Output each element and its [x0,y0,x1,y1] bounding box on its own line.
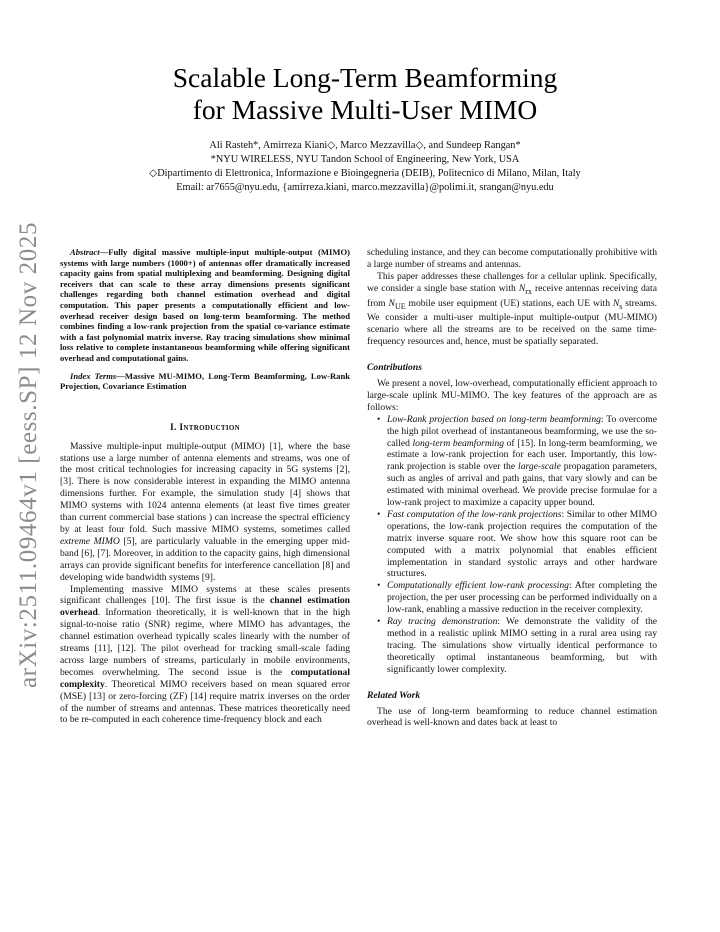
subsection-heading-related-work: Related Work [367,689,421,701]
abstract [60,247,350,364]
list-item [379,580,657,616]
list-item-text: : After completing the projection, the per user processing can be performed individually on a low-rank, enabling a massive reduction in the receiver complexity. [387,580,657,616]
section-heading-introduction: I. Introduction [169,421,241,433]
contributions-list [379,414,657,676]
arxiv-identifier-stamp[interactable] [8,221,50,689]
intro-p2-text-c: . Theoretical MIMO receivers based on mean squared error (MSE) [13] or zero-forcing (ZF) [14] require matrix inverses on the order of the number of streams and antennas. These matrices theoretically need to be re-computed in each coherence time-frequency block and each [60,678,350,726]
intro-paragraph-1 [60,441,350,584]
right-p1-text-b: receive antennas receiving data from [367,282,657,309]
list-item-em: large-scale [518,461,561,473]
list-item-text: : Similar to other MIMO operations, the low-rank projection requires the computation of the matrix inverse square root. We show how this square root can be computed with a matrix polynomial that enables efficient implementation in standard systolic arrays and other hardware structures. [387,508,657,580]
intro-p1-em: extreme MIMO [60,535,120,547]
right-column [367,247,657,729]
intro-p1-text-b: [5], are particularly valuable in the emerging upper mid-band [6], [7]. Moreover, in addition to the capacity gains, high dimensional arrays can provide significant benefits for interference cancellation [8] and developing wide bandwidth systems [9]. [60,535,350,583]
index-terms [60,371,350,392]
right-paragraph-1 [367,271,657,348]
contributions-intro: We present a novel, low-overhead, computationally efficient approach to large-scale uplink MU-MIMO. The key features of the approach are as follows: [367,377,657,413]
intro-p2-strong-2: computational complexity [60,666,350,690]
list-item [379,616,657,676]
right-p1-text-d: streams. We consider a multi-user multiple-input multiple-output (MU-MIMO) scenario where all the streams are to be received on the same time-frequency resources and, hence, must be spatially separated. [367,297,657,348]
list-item [379,414,657,509]
list-item-em: long-term beamforming [412,437,505,449]
list-item-lead: Computationally efficient low-rank processing [387,580,569,592]
intro-paragraph-2 [60,584,350,727]
title-block [70,62,660,195]
left-column [60,247,350,726]
index-terms-lead: Index Terms [70,370,117,381]
author-list: Ali Rasteh*, Amirreza Kiani◇, Marco Mezzavilla◇, and Sundeep Rangan* [209,140,521,151]
abstract-lead: Abstract [70,247,100,257]
title-line-2: for Massive Multi-User MIMO [192,94,538,125]
right-paragraph-0: scheduling instance, and they can become computationally prohibitive with a large number of streams and antennas. [367,247,657,270]
list-item-lead: Low-Rank projection based on long-term beamforming [387,413,601,425]
index-terms-text: —Massive MU-MIMO, Long-Term Beamforming, Low-Rank Projection, Covariance Estimation [60,370,351,392]
list-item [379,509,657,580]
title-line-1: Scalable Long-Term Beamforming [172,62,558,93]
right-p1-text-c: mobile user equipment (UE) stations, each UE with [405,297,613,309]
list-item-text: of [15]. In long-term beamforming, we estimate a low-rank projection for each user. Importantly, this low-rank projection is stable over the [387,437,657,473]
list-item-lead: Fast computation of the low-rank projections [387,508,562,520]
affiliation-nyu: *NYU WIRELESS, NYU Tandon School of Engineering, New York, USA [210,154,520,165]
symbol-n: N [518,282,526,294]
intro-p1-text-a: Massive multiple-input multiple-output (MIMO) [1], where the base stations use a large number of antenna elements and streams, was one of the most critical technologies for increasing capacity in 5G systems [2], [3]. There is now considerable interest in expanding the MIMO antenna dimensions further. For example, the simulation study [4] shows that MIMO systems with 1024 antenna elements (at least five times greater than current commercial base stations ) can increase the spectral efficiency by at least four fold. Such massive MIMO systems, sometimes called [60,440,350,535]
intro-p2-strong-1: channel estimation overhead [60,595,350,619]
email-line[interactable]: Email: ar7655@nyu.edu, {amirreza.kiani, marco.mezzavilla}@polimi.it, srangan@nyu.edu [176,182,554,193]
list-item-lead: Ray tracing demonstration [387,616,498,628]
symbol-subscript: UE [394,301,406,311]
intro-p2-text-a: Implementing massive MIMO systems at these scales presents significant challenges [10]. The first issue is the [60,583,350,607]
arxiv-identifier-text: arXiv:2511.09464v1 [eess.SP] 12 Nov 2025 [15,221,43,689]
affiliation-polimi: ◇Dipartimento di Elettronica, Informazione e Bioingegneria (DEIB), Politecnico di Milano, Milan, Italy [149,168,581,179]
subsection-heading-contributions: Contributions [367,362,422,374]
list-item-text: propagation parameters, such as angles of arrival and path gains, that vary slowly and can be estimated with minimal overhead. We provide precise formulae for a low-rank project to maximize a capacity upper bound. [387,461,657,509]
symbol-n: N [612,297,620,309]
right-p1-text-a: This paper addresses these challenges for a cellular uplink. Specifically, we consider a single base station with [367,270,657,294]
abstract-text: —Fully digital massive multiple-input multiple-output (MIMO) systems with large numbers (1000+) of antennas offer dramatically increased capacity gains from spatial multiplexing and beamforming. Designing digital receivers that can scale to these array dimensions presents significant challenges regarding both channel estimation overhead and digital computation. This paper presents a computationally efficient and low-overhead receiver design based on long-term beamforming. The method combines finding a low-rank projection from the spatial co-variance estimate with a fast polynomial matrix inverse. Ray tracing simulations show minimal loss relative to complete instantaneous beamforming while offering significant overhead and computational gains. [60,247,350,363]
symbol-n: N [388,297,395,309]
paper-title [70,62,660,126]
symbol-subscript: s [619,301,623,311]
list-item-text: : To overcome the high pilot overhead of instantaneous beamforming, we use the so-called [387,413,657,449]
intro-p2-text-b: . Information theoretically, it is well-known that in the high signal-to-noise ratio (SNR) regime, where MIMO has advantages, the channel estimation overhead typically scales linearly with the number of streams [11], [12]. The pilot overhead for tracking small-scale fading across large numbers of streams, particularly in mobile environments, becomes overwhelming. The second issue is the [60,607,350,678]
list-item-text: : We demonstrate the validity of the method in a realistic uplink MIMO setting in a rural area using ray tracing. The simulations show virtually identical performance to theoretically optimal instantaneous beamforming, but with significantly lower complexity. [387,616,658,675]
related-work-paragraph: The use of long-term beamforming to reduce channel estimation overhead is well-known and dates back at least to [367,705,657,729]
symbol-subscript: rx [525,286,532,296]
